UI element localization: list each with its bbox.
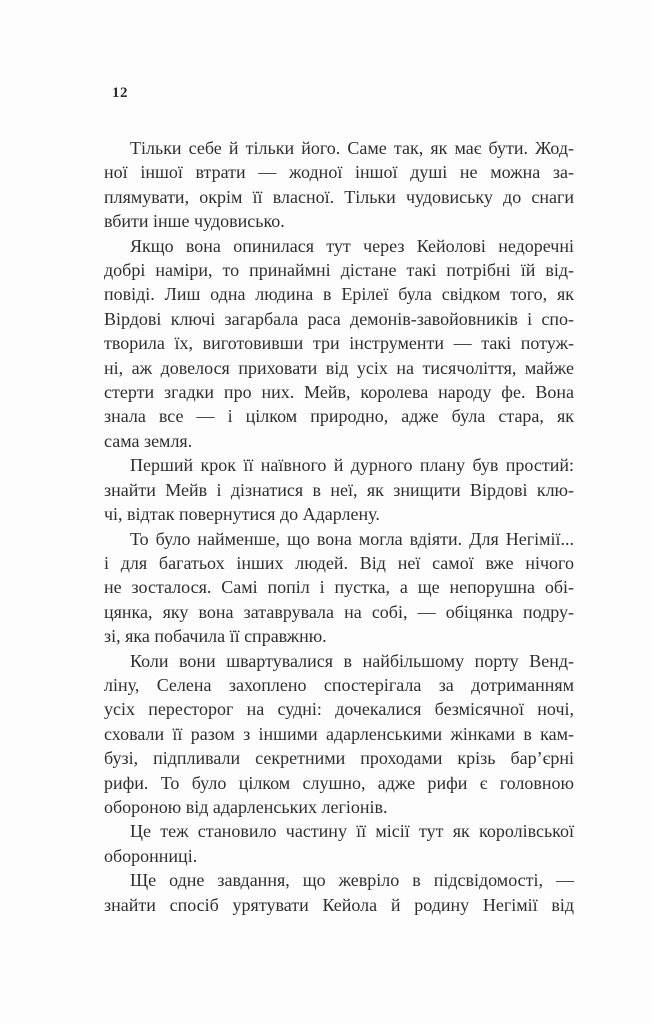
paragraph (104, 136, 574, 234)
text-line: знайти Мейв і дізнатися в неї, як знищити Вірдові клю- (104, 479, 574, 500)
text-line: рифи. То було цілком слушно, адже рифи є головною (104, 772, 574, 793)
text-line: плямувати, окрім її власної. Тільки чудовиську до снаги (104, 186, 574, 207)
text-line: добрі наміри, то принаймні дістане такі потрібні їй від- (104, 260, 574, 281)
text-line: чі, відтак повернутися до Адарлену. (104, 504, 380, 525)
text-line: зі, яка побачила її справжню. (104, 626, 327, 647)
paragraph (104, 527, 574, 649)
text-line: сама земля. (104, 430, 193, 451)
text-line: ні, аж довелося приховати від усіх на тисячоліття, майже (104, 357, 574, 378)
text-line: Тільки себе й тільки його. Саме так, як має бути. Жод- (130, 138, 574, 158)
text-line: ної іншої втрати — жодної іншої душі не можна за- (104, 162, 574, 183)
text-line: обороною від адарленських легіонів. (104, 796, 388, 817)
text-line: То було найменше, що вона могла вдіяти. Для Негімії... (130, 528, 574, 549)
paragraph (104, 234, 574, 454)
text-line: стерти згадки про них. Мейв, королева народу фе. Вона (104, 382, 574, 403)
text-line: Ще одне завдання, що жевріло в підсвідомості, — (130, 870, 574, 891)
text-line: Перший крок її наївного й дурного плану був простий: (130, 455, 574, 476)
text-line: творила їх, виготовивши три інструменти — такі потуж- (104, 333, 574, 354)
page-number: 12 (112, 85, 128, 101)
paragraph (104, 868, 574, 917)
text-line: не зосталося. Самі попіл і пустка, а ще непорушна обі- (104, 577, 574, 598)
text-line: сховали її разом з іншими адарленськими жінками в кам- (104, 723, 574, 744)
text-line: бузі, підпливали секретними проходами крізь бар’єрні (104, 748, 574, 769)
text-line: цянка, яку вона затаврувала на собі, — обіцянка подру- (104, 601, 574, 622)
text-line: повіді. Лиш одна людина в Ерілеї була свідком того, як (104, 284, 574, 305)
page-text (104, 136, 574, 917)
paragraph (104, 819, 574, 868)
text-line: Якщо вона опинилася тут через Кейолові недоречні (130, 235, 574, 256)
text-line: Коли вони швартувалися в найбільшому порту Венд- (130, 650, 574, 671)
text-line: знала все — і цілком природно, адже була стара, як (104, 406, 574, 427)
text-line: вбити інше чудовисько. (104, 211, 285, 232)
paragraph (104, 649, 574, 820)
text-line: оборонниці. (104, 845, 198, 866)
text-line: ліну, Селена захоплено спостерігала за дотриманням (104, 674, 574, 695)
text-line: знайти спосіб урятувати Кейола й родину Негімії від (104, 894, 574, 915)
paragraph (104, 453, 574, 526)
text-line: і для багатьох інших людей. Від неї самої вже нічого (104, 552, 574, 573)
text-line: Це теж становило частину її місії тут як королівської (130, 821, 574, 842)
text-line: усіх пересторог на судні: дочекалися безмісячної ночі, (104, 699, 574, 720)
text-line: Вірдові ключі загарбала раса демонів-завойовників і спо- (104, 308, 574, 329)
